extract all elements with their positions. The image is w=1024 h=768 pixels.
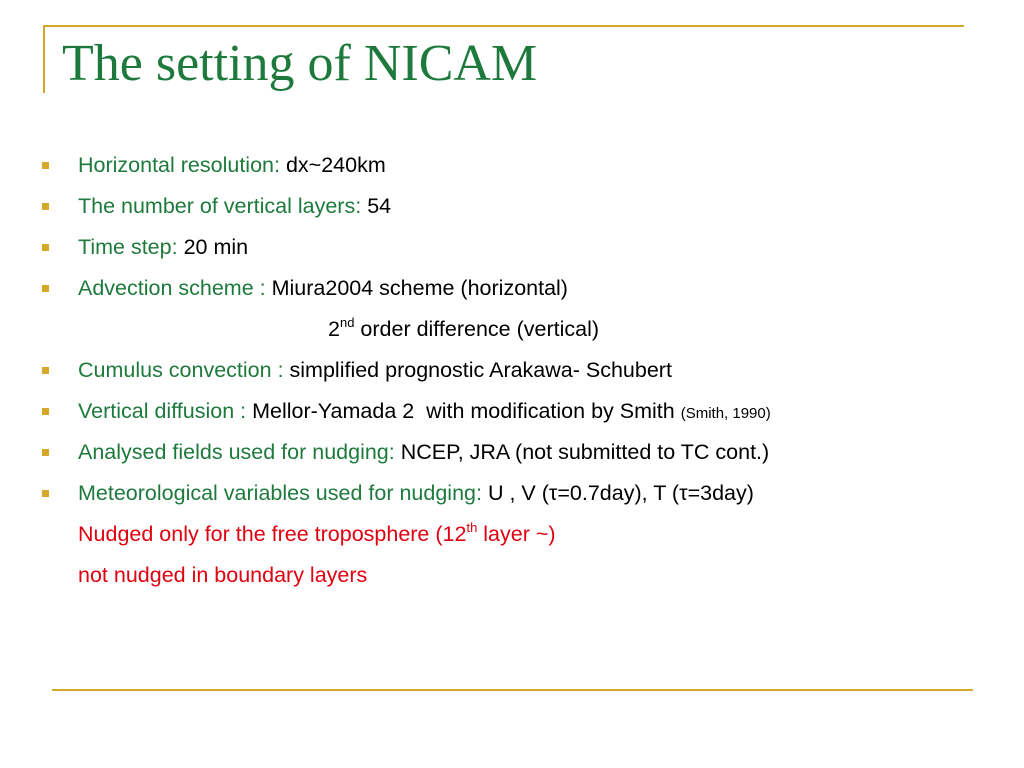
bullet-square-icon [42,367,49,374]
list-item [40,355,1015,396]
item-value: U , V (τ=0.7day), T (τ=3day) [487,481,754,505]
bullet-square-icon [42,449,49,456]
item-label: Meteorological variables used for nudging: [78,481,482,505]
item-value: 54 [367,194,392,218]
list-item [40,396,1015,437]
order-suffix: nd [339,314,355,330]
item-value: dx~240km [285,153,386,177]
list-item [40,273,1015,314]
order-number: 2 [328,317,340,341]
note-text: not nudged in boundary layers [78,563,368,587]
bullet-square-icon [42,285,49,292]
item-value: NCEP, JRA (not submitted to TC cont.) [400,440,770,464]
bullet-square-icon [42,203,49,210]
item-label: Time step: [78,235,178,259]
item-label: Analysed fields used for nudging: [78,440,395,464]
list-item [40,191,1015,232]
note-line [40,560,1015,601]
top-rule [43,25,964,27]
bullet-square-icon [42,408,49,415]
list-item [40,437,1015,478]
note-text: Nudged only for the free troposphere (12 [78,522,467,546]
slide-title: The setting of NICAM [62,35,538,92]
item-label: The number of vertical layers: [78,194,362,218]
item-label: Cumulus convection : [78,358,284,382]
bottom-rule [52,689,973,691]
item-value: 20 min [183,235,249,259]
item-label: Vertical diffusion : [78,399,247,423]
bullet-square-icon [42,490,49,497]
item-label: Horizontal resolution: [78,153,280,177]
list-item [40,478,1015,519]
list-item-continuation [40,314,1015,355]
note-suffix: th [466,519,478,535]
item-value: order difference (vertical) [354,317,599,341]
note-line [40,519,1015,560]
left-rule [43,25,45,93]
list-item [40,150,1015,191]
bullet-square-icon [42,244,49,251]
bullet-square-icon [42,162,49,169]
item-value: simplified prognostic Arakawa- Schubert [289,358,672,382]
bullet-list [40,150,1015,601]
item-value: Miura2004 scheme (horizontal) [271,276,568,300]
citation: (Smith, 1990) [680,405,771,422]
item-value: Mellor-Yamada 2 with modification by Smith [252,399,675,423]
item-label: Advection scheme : [78,276,266,300]
note-text-end: layer ~) [477,522,556,546]
list-item [40,232,1015,273]
